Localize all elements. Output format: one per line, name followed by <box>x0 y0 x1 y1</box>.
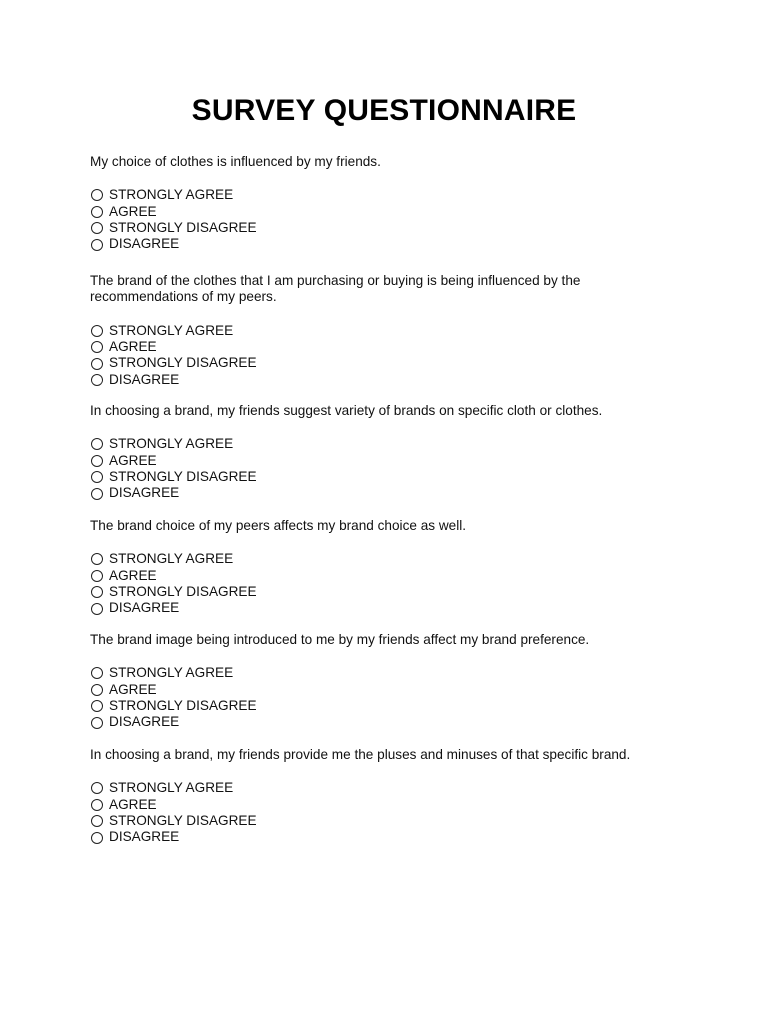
question-text: The brand image being introduced to me by my friends affect my brand preference. <box>90 632 590 647</box>
option-label: AGREE <box>109 567 157 583</box>
option-label: STRONGLY DISAGREE <box>109 220 257 236</box>
option-agree[interactable] <box>90 339 650 355</box>
option-label: STRONGLY DISAGREE <box>109 355 257 371</box>
option-label: DISAGREE <box>109 236 180 252</box>
option-list <box>90 323 650 389</box>
radio-circle-icon[interactable] <box>91 222 103 234</box>
radio-circle-icon[interactable] <box>91 832 103 844</box>
option-strongly-disagree[interactable] <box>90 698 650 714</box>
option-list <box>90 436 650 502</box>
option-label: DISAGREE <box>109 714 180 730</box>
option-strongly-agree[interactable] <box>90 665 650 681</box>
option-agree[interactable] <box>90 797 650 813</box>
radio-circle-icon[interactable] <box>91 782 103 794</box>
radio-circle-icon[interactable] <box>91 358 103 370</box>
option-disagree[interactable] <box>90 600 650 616</box>
option-agree[interactable] <box>90 453 650 469</box>
option-label: DISAGREE <box>109 485 180 501</box>
radio-circle-icon[interactable] <box>91 717 103 729</box>
option-label: STRONGLY DISAGREE <box>109 813 257 829</box>
option-label: AGREE <box>109 203 157 219</box>
option-disagree[interactable] <box>90 236 650 252</box>
option-label: STRONGLY DISAGREE <box>109 584 257 600</box>
option-label: STRONGLY AGREE <box>109 780 234 796</box>
question-3 <box>90 403 650 502</box>
option-disagree[interactable] <box>90 829 650 845</box>
radio-circle-icon[interactable] <box>91 684 103 696</box>
option-label: STRONGLY AGREE <box>109 665 234 681</box>
question-text: In choosing a brand, my friends provide me the pluses and minuses of that specific brand. <box>90 747 631 762</box>
option-agree[interactable] <box>90 568 650 584</box>
option-strongly-agree[interactable] <box>90 436 650 452</box>
radio-circle-icon[interactable] <box>91 341 103 353</box>
option-list <box>90 665 650 731</box>
option-list <box>90 551 650 617</box>
option-label: STRONGLY DISAGREE <box>109 698 257 714</box>
radio-circle-icon[interactable] <box>91 799 103 811</box>
radio-circle-icon[interactable] <box>91 239 103 251</box>
radio-circle-icon[interactable] <box>91 438 103 450</box>
radio-circle-icon[interactable] <box>91 603 103 615</box>
option-list <box>90 187 650 253</box>
radio-circle-icon[interactable] <box>91 455 103 467</box>
option-label: STRONGLY AGREE <box>109 551 234 567</box>
radio-circle-icon[interactable] <box>91 471 103 483</box>
option-label: DISAGREE <box>109 829 180 845</box>
option-disagree[interactable] <box>90 714 650 730</box>
option-strongly-agree[interactable] <box>90 323 650 339</box>
radio-circle-icon[interactable] <box>91 374 103 386</box>
option-label: STRONGLY DISAGREE <box>109 469 257 485</box>
option-label: DISAGREE <box>109 600 180 616</box>
radio-circle-icon[interactable] <box>91 189 103 201</box>
radio-circle-icon[interactable] <box>91 570 103 582</box>
radio-circle-icon[interactable] <box>91 815 103 827</box>
option-strongly-agree[interactable] <box>90 187 650 203</box>
radio-circle-icon[interactable] <box>91 488 103 500</box>
option-label: AGREE <box>109 681 157 697</box>
option-label: DISAGREE <box>109 371 180 387</box>
question-2 <box>90 273 650 388</box>
question-5 <box>90 632 650 731</box>
option-agree[interactable] <box>90 204 650 220</box>
question-text: The brand of the clothes that I am purchasing or buying is being influenced by the recommendations of my peers. <box>90 273 581 305</box>
option-disagree[interactable] <box>90 372 650 388</box>
option-strongly-disagree[interactable] <box>90 220 650 236</box>
question-text: The brand choice of my peers affects my brand choice as well. <box>90 518 467 533</box>
question-6 <box>90 747 650 846</box>
question-text: In choosing a brand, my friends suggest variety of brands on specific cloth or clothes. <box>90 403 603 418</box>
option-label: AGREE <box>109 338 157 354</box>
option-label: STRONGLY AGREE <box>109 322 234 338</box>
radio-circle-icon[interactable] <box>91 700 103 712</box>
question-text: My choice of clothes is influenced by my friends. <box>90 154 381 169</box>
option-strongly-disagree[interactable] <box>90 584 650 600</box>
radio-circle-icon[interactable] <box>91 325 103 337</box>
radio-circle-icon[interactable] <box>91 667 103 679</box>
option-strongly-agree[interactable] <box>90 551 650 567</box>
question-1 <box>90 154 650 253</box>
page-title: SURVEY QUESTIONNAIRE <box>191 94 577 127</box>
radio-circle-icon[interactable] <box>91 586 103 598</box>
option-strongly-disagree[interactable] <box>90 355 650 371</box>
option-label: STRONGLY AGREE <box>109 187 234 203</box>
option-strongly-disagree[interactable] <box>90 813 650 829</box>
option-agree[interactable] <box>90 682 650 698</box>
radio-circle-icon[interactable] <box>91 553 103 565</box>
option-label: STRONGLY AGREE <box>109 436 234 452</box>
option-disagree[interactable] <box>90 485 650 501</box>
option-strongly-disagree[interactable] <box>90 469 650 485</box>
option-strongly-agree[interactable] <box>90 780 650 796</box>
option-label: AGREE <box>109 796 157 812</box>
option-list <box>90 780 650 846</box>
question-4 <box>90 518 650 617</box>
radio-circle-icon[interactable] <box>91 206 103 218</box>
option-label: AGREE <box>109 452 157 468</box>
